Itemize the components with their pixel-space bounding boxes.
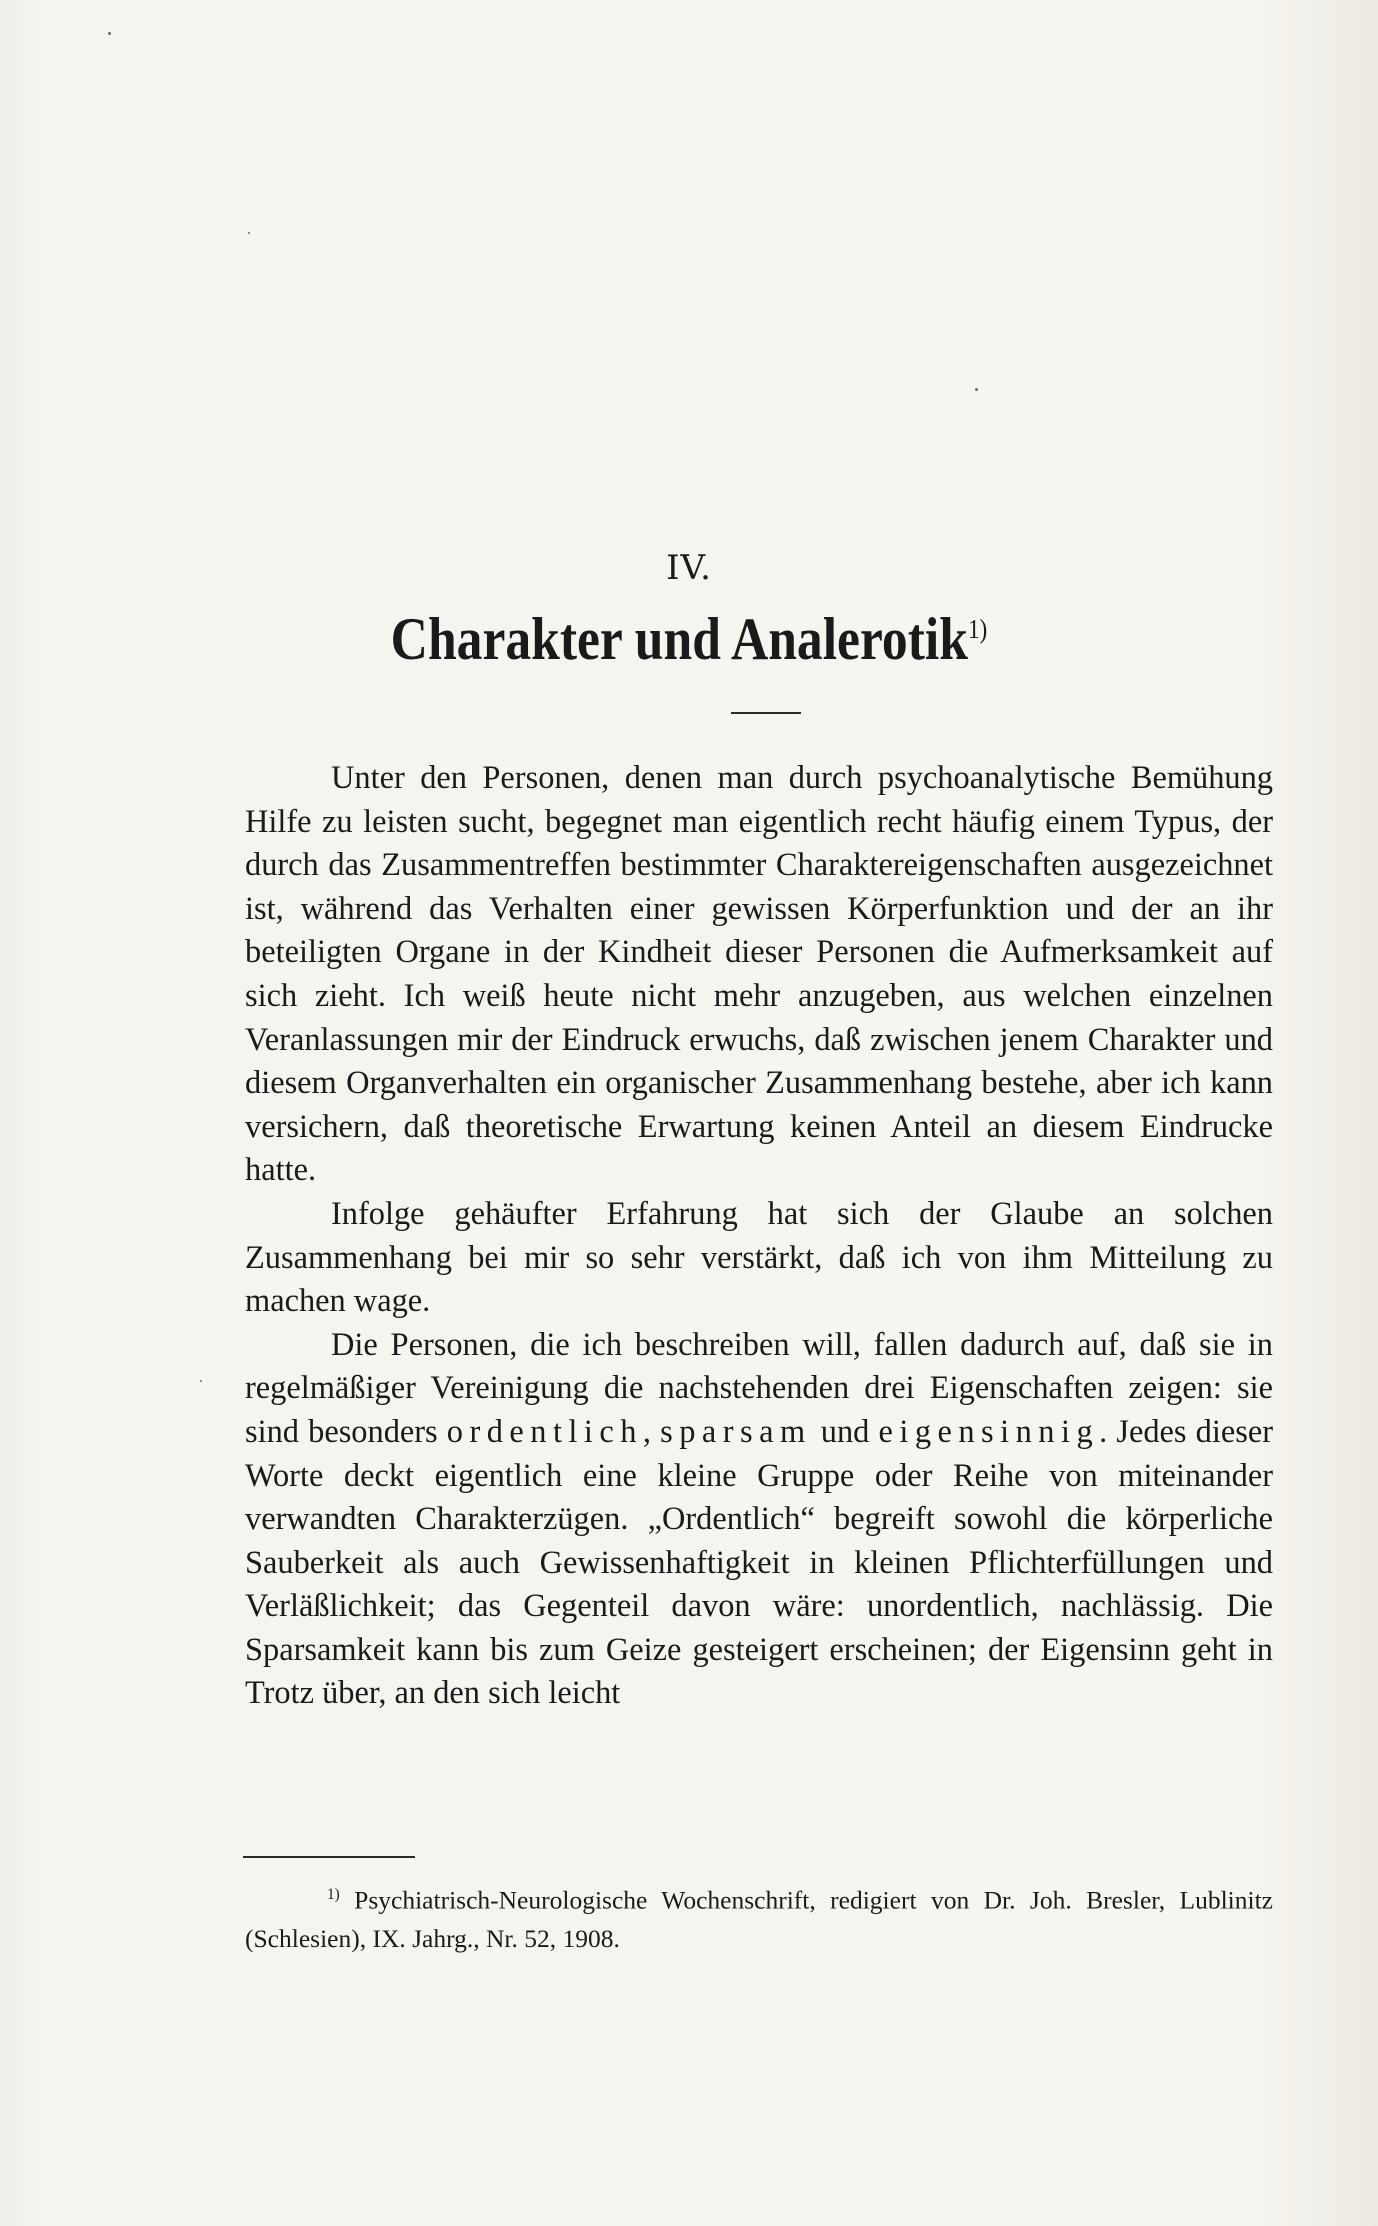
chapter-number: IV. — [666, 548, 712, 588]
footnote-text: Psychiatrisch-Neurologische Wochenschrift, redigiert von Dr. Joh. Bresler, Lublinitz (Schlesien), IX. Jahrg., Nr. 52, 1908. — [245, 1885, 1274, 1953]
paragraph-text: , — [642, 1413, 661, 1450]
emphasized-word-sparsam: sparsam — [660, 1413, 812, 1450]
emphasized-word-eigensinnig: eigensinnig — [878, 1413, 1100, 1450]
footnote-marker: 1) — [327, 1886, 340, 1903]
paragraph-1 — [245, 757, 1273, 1193]
paragraph-text: Unter den Personen, denen man durch psychoanalytische Bemühung Hilfe zu leisten sucht, begegnet man eigentlich recht häufig einem Typus, der durch das Zusammentreffen bestimmter Charaktereigenschaften ausgezeichnet ist, während das Verhalten einer gewissen Körperfunktion und der an ihr beteiligten Organe in der Kindheit dieser Personen die Aufmerksamkeit auf sich zieht. Ich weiß heute nicht mehr anzugeben, aus welchen einzelnen Veranlassungen mir der Eindruck erwuchs, daß zwischen jenem Charakter und diesem Organverhalten ein organischer Zusammenhang bestehe, aber ich kann versichern, daß theoretische Erwartung keinen Anteil an diesem Eindrucke hatte. — [245, 760, 1273, 1189]
paragraph-2 — [245, 1193, 1273, 1324]
body-text — [245, 757, 1273, 1716]
paragraph-text: Die Personen, die ich beschreiben will, fallen dadurch auf, daß sie in regelmäßiger Vereinigung die nachstehenden drei Eigenschaften zeigen: sie sind besonders — [245, 1326, 1273, 1450]
emphasized-word-ordentlich: ordentlich — [446, 1413, 643, 1450]
footnote-divider — [243, 1856, 415, 1858]
paper-speck — [108, 32, 111, 35]
paper-speck — [248, 232, 250, 234]
paper-speck — [200, 1380, 202, 1382]
chapter-title-text: Charakter und Analerotik — [390, 606, 968, 672]
footnote — [245, 1876, 1273, 1958]
paragraph-text: . Jedes dieser Worte deckt eigentlich eine kleine Gruppe oder Reihe von miteinander verwandten Charakterzügen. „Ordentlich“ begreift sowohl die körperliche Sauberkeit als auch Gewissenhaftigkeit in kleinen Pflichterfüllungen und Verläßlichkeit; das Gegenteil davon wäre: unordentlich, nachlässig. Die Sparsamkeit kann bis zum Geize gesteigert erscheinen; der Eigensinn geht in Trotz über, an den sich leicht — [245, 1413, 1273, 1712]
paragraph-text: Infolge gehäufter Erfahrung hat sich der Glaube an solchen Zusammenhang bei mir so sehr verstärkt, daß ich von ihm Mitteilung zu machen wage. — [245, 1195, 1273, 1320]
paragraph-3 — [245, 1324, 1273, 1716]
chapter-title — [96, 605, 1281, 674]
title-divider — [731, 712, 801, 714]
paragraph-text: und — [811, 1413, 879, 1450]
paper-speck — [975, 388, 978, 391]
footnote-reference: 1) — [967, 614, 988, 644]
